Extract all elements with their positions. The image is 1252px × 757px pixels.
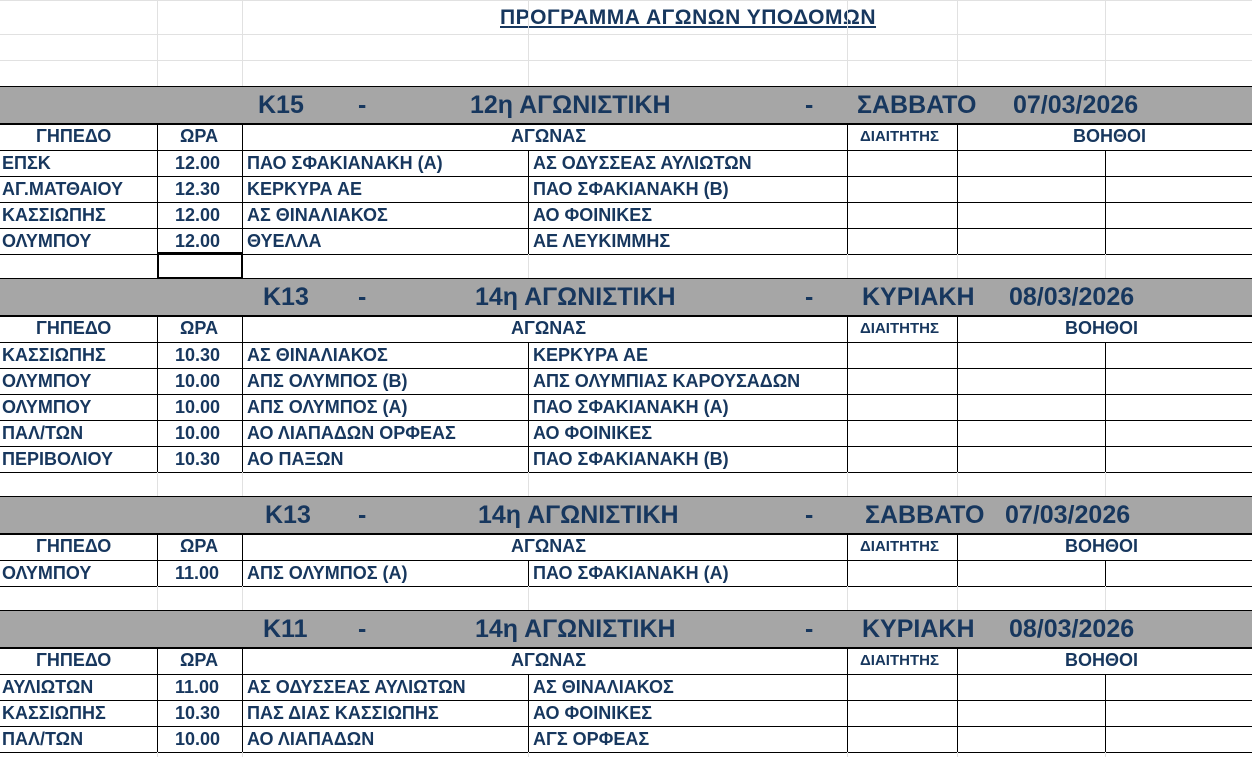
referee-cell[interactable] (848, 446, 956, 471)
assistant-cell[interactable] (958, 700, 1104, 725)
gridline (1105, 472, 1106, 496)
referee-cell[interactable] (848, 674, 956, 699)
assistant-cell[interactable] (958, 342, 1104, 367)
day-label: ΣΑΒΒΑΤΟ (865, 501, 985, 529)
gridline (957, 752, 958, 757)
time-cell[interactable]: 12.00 (175, 205, 221, 225)
day-label: ΣΑΒΒΑΤΟ (857, 91, 977, 119)
home-team-cell[interactable]: ΑΠΣ ΟΛΥΜΠΟΣ (Α) (247, 397, 408, 417)
gridline (242, 472, 243, 496)
assistant-cell[interactable] (958, 150, 1104, 175)
table-border (0, 534, 1252, 535)
gridline (847, 0, 848, 86)
gridline (1105, 586, 1106, 610)
assistants-header: ΒΟΗΘΟΙ (1065, 536, 1139, 556)
gridline (1105, 0, 1106, 86)
assistant-cell[interactable] (958, 446, 1104, 471)
time-cell[interactable]: 12.00 (175, 153, 221, 173)
assistant-cell[interactable] (1106, 446, 1252, 471)
table-border (0, 124, 1252, 125)
home-team-cell[interactable]: ΑΣ ΘΙΝΑΛΙΑΚΟΣ (247, 205, 388, 225)
date-label: 07/03/2026 (1013, 91, 1139, 119)
date-label: 08/03/2026 (1009, 615, 1135, 643)
time-cell[interactable]: 10.00 (175, 729, 221, 749)
gridline (847, 254, 848, 278)
gridline (528, 254, 529, 278)
dash-separator: - (805, 501, 814, 529)
away-team-cell[interactable]: ΠΑΟ ΣΦΑΚΙΑΝΑΚΗ (Α) (533, 563, 729, 583)
gridline (157, 472, 158, 496)
table-border (0, 316, 1252, 317)
dash-separator: - (805, 283, 814, 311)
time-cell[interactable]: 10.00 (175, 371, 221, 391)
venue-cell[interactable]: ΚΑΣΣΙΩΠΗΣ (2, 703, 106, 723)
gridline (157, 0, 158, 86)
table-border (157, 648, 158, 752)
gridline (957, 586, 958, 610)
table-border (242, 124, 243, 254)
dash-separator: - (358, 501, 367, 529)
home-team-cell[interactable]: ΑΣ ΘΙΝΑΛΙΑΚΟΣ (247, 345, 388, 365)
time-header: ΩΡΑ (180, 650, 219, 670)
away-team-cell[interactable]: ΑΕ ΛΕΥΚΙΜΜΗΣ (533, 231, 671, 251)
match-header: ΑΓΩΝΑΣ (511, 650, 587, 670)
home-team-cell[interactable]: ΠΑΟ ΣΦΑΚΙΑΝΑΚΗ (Α) (247, 153, 443, 173)
referee-header: ΔΙΑΙΤΗΤΗΣ (860, 128, 939, 145)
assistant-cell[interactable] (1106, 560, 1252, 585)
time-cell[interactable]: 10.00 (175, 397, 221, 417)
table-border (242, 534, 243, 586)
home-team-cell[interactable]: ΑΣ ΟΔΥΣΣΕΑΣ ΑΥΛΙΩΤΩΝ (247, 677, 466, 697)
assistants-header: ΒΟΗΘΟΙ (1073, 126, 1147, 146)
gridline (157, 752, 158, 757)
venue-cell[interactable]: ΕΠΣΚ (2, 153, 51, 173)
gridline (847, 472, 848, 496)
gridline (1105, 254, 1106, 278)
home-team-cell[interactable]: ΑΠΣ ΟΛΥΜΠΟΣ (Α) (247, 563, 408, 583)
referee-cell[interactable] (848, 394, 956, 419)
page-title: ΠΡΟΓΡΑΜΜΑ ΑΓΩΝΩΝ ΥΠΟΔΟΜΩΝ (500, 6, 877, 29)
assistants-header: ΒΟΗΘΟΙ (1065, 318, 1139, 338)
away-team-cell[interactable]: ΑΓΣ ΟΡΦΕΑΣ (533, 729, 650, 749)
home-team-cell[interactable]: ΑΠΣ ΟΛΥΜΠΟΣ (Β) (247, 371, 408, 391)
table-border (0, 648, 1252, 649)
section-band (0, 278, 1252, 316)
referee-cell[interactable] (848, 420, 956, 445)
time-header: ΩΡΑ (180, 536, 219, 556)
gridline (957, 254, 958, 278)
venue-header: ΓΗΠΕΔΟ (36, 318, 112, 338)
selected-cell[interactable] (157, 252, 243, 279)
table-border (528, 342, 529, 472)
round-label: 14η ΑΓΩΝΙΣΤΙΚΗ (475, 615, 676, 643)
category-label: Κ13 (263, 283, 309, 311)
away-team-cell[interactable]: ΑΣ ΟΔΥΣΣΕΑΣ ΑΥΛΙΩΤΩΝ (533, 153, 752, 173)
referee-cell[interactable] (848, 342, 956, 367)
away-team-cell[interactable]: ΠΑΟ ΣΦΑΚΙΑΝΑΚΗ (Β) (533, 449, 729, 469)
assistant-cell[interactable] (1106, 700, 1252, 725)
round-label: 14η ΑΓΩΝΙΣΤΙΚΗ (478, 501, 679, 529)
assistants-header: ΒΟΗΘΟΙ (1065, 650, 1139, 670)
assistant-cell[interactable] (958, 176, 1104, 201)
assistant-cell[interactable] (1106, 420, 1252, 445)
section-band (0, 496, 1252, 534)
gridline (847, 586, 848, 610)
assistant-cell[interactable] (1106, 674, 1252, 699)
venue-cell[interactable]: ΑΥΛΙΩΤΩΝ (2, 677, 94, 697)
time-header: ΩΡΑ (180, 126, 219, 146)
time-cell[interactable]: 10.00 (175, 423, 221, 443)
away-team-cell[interactable]: ΚΕΡΚΥΡΑ ΑΕ (533, 345, 649, 365)
referee-header: ΔΙΑΙΤΗΤΗΣ (860, 652, 939, 669)
gridline (242, 0, 243, 86)
table-border (157, 534, 158, 586)
time-cell[interactable]: 10.30 (175, 345, 221, 365)
venue-cell[interactable]: ΟΛΥΜΠΟΥ (2, 231, 92, 251)
table-border (0, 586, 1252, 587)
round-label: 14η ΑΓΩΝΙΣΤΙΚΗ (475, 283, 676, 311)
assistant-cell[interactable] (1106, 726, 1252, 751)
gridline (847, 752, 848, 757)
dash-separator: - (358, 615, 367, 643)
gridline (528, 752, 529, 757)
table-border (528, 674, 529, 752)
gridline (957, 472, 958, 496)
dash-separator: - (358, 91, 367, 119)
section-band (0, 86, 1252, 124)
date-label: 08/03/2026 (1009, 283, 1135, 311)
away-team-cell[interactable]: ΑΟ ΦΟΙΝΙΚΕΣ (533, 423, 653, 443)
match-header: ΑΓΩΝΑΣ (511, 318, 587, 338)
gridline (1105, 752, 1106, 757)
venue-header: ΓΗΠΕΔΟ (36, 650, 112, 670)
home-team-cell[interactable]: ΠΑΣ ΔΙΑΣ ΚΑΣΣΙΩΠΗΣ (247, 703, 439, 723)
referee-header: ΔΙΑΙΤΗΤΗΣ (860, 538, 939, 555)
table-border (0, 752, 1252, 753)
assistant-cell[interactable] (958, 726, 1104, 751)
referee-header: ΔΙΑΙΤΗΤΗΣ (860, 320, 939, 337)
table-border (242, 648, 243, 752)
gridline (242, 752, 243, 757)
table-border (0, 472, 1252, 473)
referee-cell[interactable] (848, 150, 956, 175)
away-team-cell[interactable]: ΑΣ ΘΙΝΑΛΙΑΚΟΣ (533, 677, 674, 697)
dash-separator: - (805, 91, 814, 119)
time-cell[interactable]: 12.00 (175, 231, 221, 251)
table-border (528, 560, 529, 586)
referee-cell[interactable] (848, 726, 956, 751)
time-cell[interactable]: 10.30 (175, 703, 221, 723)
category-label: Κ11 (263, 615, 308, 643)
gridline (957, 0, 958, 86)
dash-separator: - (805, 615, 814, 643)
venue-cell[interactable]: ΠΑΛ/ΤΩΝ (2, 729, 84, 749)
assistant-cell[interactable] (1106, 394, 1252, 419)
venue-cell[interactable]: ΠΕΡΙΒΟΛΙΟΥ (2, 449, 114, 469)
gridline (0, 34, 1252, 35)
assistant-cell[interactable] (958, 394, 1104, 419)
away-team-cell[interactable]: ΑΟ ΦΟΙΝΙΚΕΣ (533, 703, 653, 723)
time-cell[interactable]: 12.30 (175, 179, 221, 199)
gridline (528, 0, 529, 86)
home-team-cell[interactable]: ΘΥΕΛΛΑ (247, 231, 322, 251)
gridline (528, 586, 529, 610)
referee-cell[interactable] (848, 202, 956, 227)
round-label: 12η ΑΓΩΝΙΣΤΙΚΗ (470, 91, 671, 119)
gridline (528, 472, 529, 496)
date-label: 07/03/2026 (1005, 501, 1131, 529)
day-label: ΚΥΡΙΑΚΗ (862, 283, 975, 311)
assistant-cell[interactable] (958, 420, 1104, 445)
home-team-cell[interactable]: ΚΕΡΚΥΡΑ ΑΕ (247, 179, 363, 199)
home-team-cell[interactable]: ΑΟ ΠΑΞΩΝ (247, 449, 344, 469)
gridline (0, 60, 1252, 61)
away-team-cell[interactable]: ΠΑΟ ΣΦΑΚΙΑΝΑΚΗ (Β) (533, 179, 729, 199)
home-team-cell[interactable]: ΑΟ ΛΙΑΠΑΔΩΝ (247, 729, 375, 749)
category-label: Κ13 (265, 501, 311, 529)
section-band (0, 610, 1252, 648)
away-team-cell[interactable]: ΠΑΟ ΣΦΑΚΙΑΝΑΚΗ (Α) (533, 397, 729, 417)
venue-header: ΓΗΠΕΔΟ (36, 536, 112, 556)
table-border (528, 150, 529, 254)
gridline (157, 586, 158, 610)
time-cell[interactable]: 11.00 (175, 677, 220, 697)
dash-separator: - (358, 283, 367, 311)
venue-header: ΓΗΠΕΔΟ (36, 126, 112, 146)
referee-cell[interactable] (848, 700, 956, 725)
assistant-cell[interactable] (1106, 150, 1252, 175)
away-team-cell[interactable]: ΑΟ ΦΟΙΝΙΚΕΣ (533, 205, 653, 225)
assistant-cell[interactable] (958, 202, 1104, 227)
assistant-cell[interactable] (958, 368, 1104, 393)
venue-cell[interactable]: ΟΛΥΜΠΟΥ (2, 563, 92, 583)
referee-cell[interactable] (848, 228, 956, 253)
referee-cell[interactable] (848, 368, 956, 393)
venue-cell[interactable]: ΚΑΣΣΙΩΠΗΣ (2, 345, 106, 365)
venue-cell[interactable]: ΟΛΥΜΠΟΥ (2, 371, 92, 391)
venue-cell[interactable]: ΠΑΛ/ΤΩΝ (2, 423, 84, 443)
assistant-cell[interactable] (1106, 176, 1252, 201)
venue-cell[interactable]: ΚΑΣΣΙΩΠΗΣ (2, 205, 106, 225)
referee-cell[interactable] (848, 176, 956, 201)
assistant-cell[interactable] (1106, 228, 1252, 253)
venue-cell[interactable]: ΟΛΥΜΠΟΥ (2, 397, 92, 417)
assistant-cell[interactable] (1106, 342, 1252, 367)
assistant-cell[interactable] (958, 674, 1104, 699)
table-border (157, 316, 158, 472)
assistant-cell[interactable] (1106, 202, 1252, 227)
assistant-cell[interactable] (1106, 368, 1252, 393)
time-cell[interactable]: 11.00 (175, 563, 220, 583)
gridline (0, 0, 1252, 1)
venue-cell[interactable]: ΑΓ.ΜΑΤΘΑΙΟΥ (2, 179, 124, 199)
referee-cell[interactable] (848, 560, 956, 585)
gridline (242, 586, 243, 610)
assistant-cell[interactable] (958, 228, 1104, 253)
assistant-cell[interactable] (958, 560, 1104, 585)
category-label: Κ15 (258, 91, 304, 119)
home-team-cell[interactable]: ΑΟ ΛΙΑΠΑΔΩΝ ΟΡΦΕΑΣ (247, 423, 456, 443)
time-header: ΩΡΑ (180, 318, 219, 338)
away-team-cell[interactable]: ΑΠΣ ΟΛΥΜΠΙΑΣ ΚΑΡΟΥΣΑΔΩΝ (533, 371, 801, 391)
match-header: ΑΓΩΝΑΣ (511, 536, 587, 556)
day-label: ΚΥΡΙΑΚΗ (862, 615, 975, 643)
time-cell[interactable]: 10.30 (175, 449, 221, 469)
table-border (242, 316, 243, 472)
match-header: ΑΓΩΝΑΣ (511, 126, 587, 146)
table-border (157, 124, 158, 254)
